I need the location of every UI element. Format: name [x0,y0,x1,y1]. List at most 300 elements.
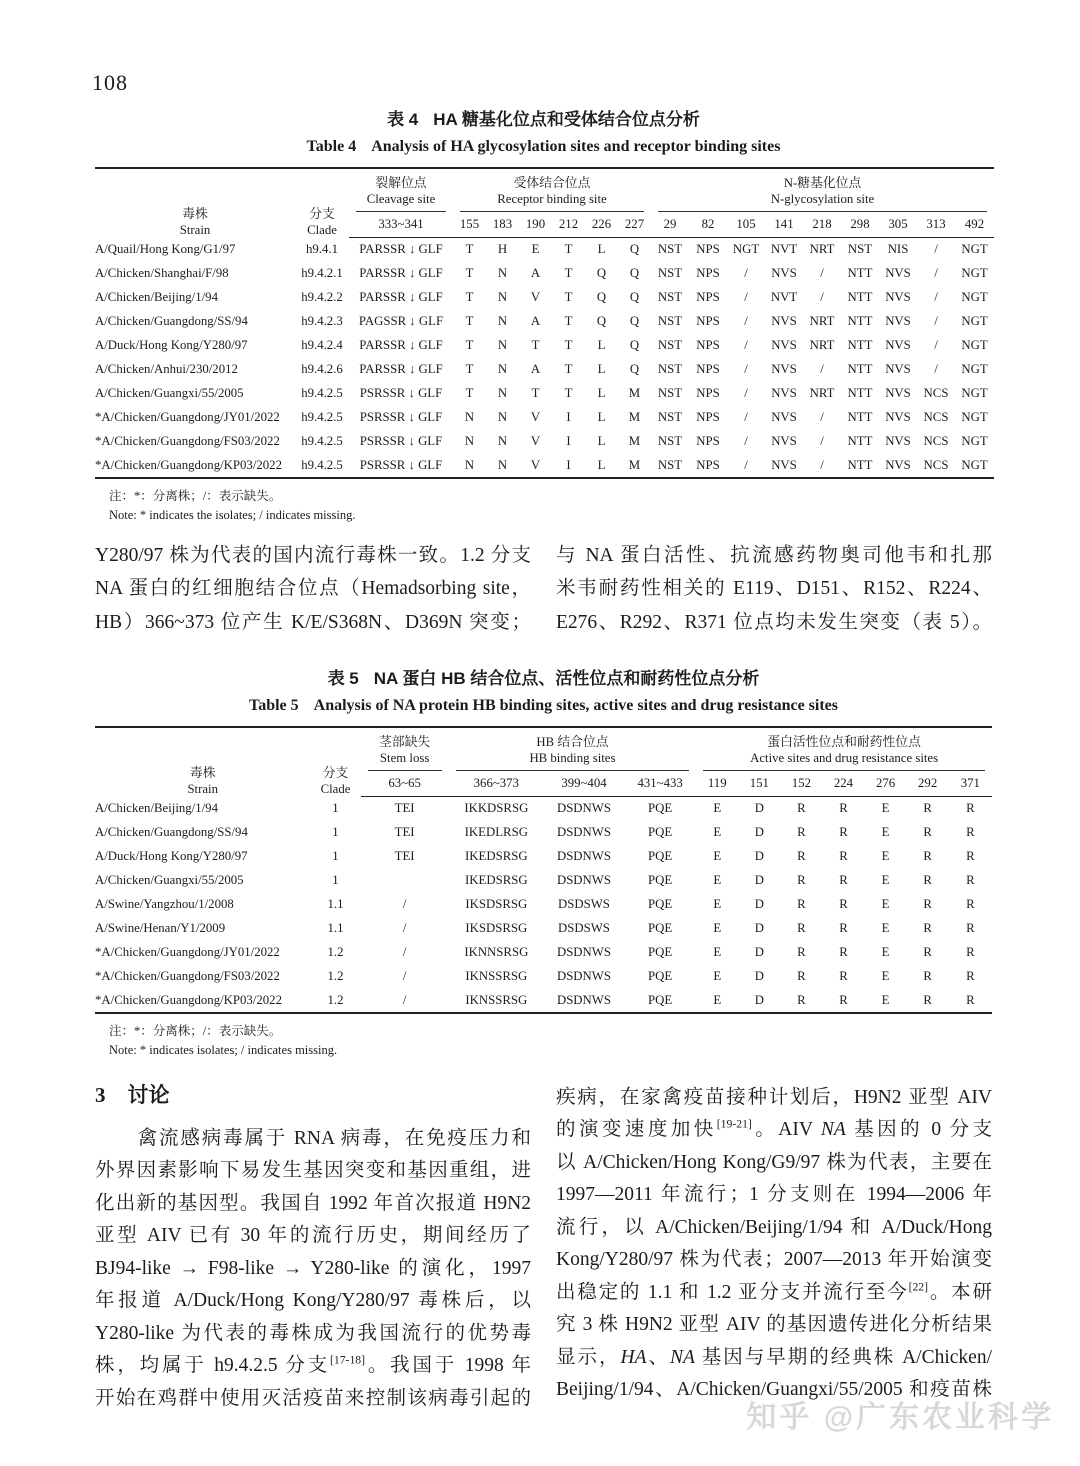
column-group-header: 裂解位点 Cleavage site [349,168,453,212]
value-cell: R [797,849,806,863]
value-cell: / [744,266,748,280]
value-cell: h9.4.2.5 [301,434,343,448]
value-cell: NTT [847,266,873,280]
site-column-header: 190 [519,212,552,238]
value-cell: TEI [394,849,415,863]
value-cell: NST [657,338,683,352]
value-cell: / [744,434,748,448]
note-line-en: Note: * indicates the isolates; / indicates missing. [109,507,356,522]
value-cell: D [754,992,764,1007]
strain-cell: *A/Chicken/Guangdong/JY01/2022 [95,945,280,959]
value-cell: / [820,290,824,304]
value-cell: R [923,945,932,959]
value-cell: / [744,290,748,304]
value-cell: / [402,992,407,1007]
value-cell: V [530,410,541,424]
value-cell: V [530,457,541,472]
value-cell: NGT [961,410,988,424]
value-cell: PQE [648,921,673,935]
strain-cell: A/Chicken/Shanghai/F/98 [95,266,229,280]
value-cell: DSDNWS [556,825,611,839]
site-column-header: 226 [585,212,618,238]
value-cell: 1 [332,849,339,863]
text-line: Kong/Y280/97 株为代表；2007—2013 年开始演变 [556,1249,992,1270]
value-cell: E [881,969,890,983]
value-cell: N [497,266,508,280]
value-cell: NGT [961,457,988,472]
value-cell: NTT [847,314,873,328]
value-cell: 1.1 [327,921,344,935]
value-cell: R [839,873,848,887]
text-line: 年报道 A/Duck/Hong Kong/Y280/97 毒株后，以 [95,1290,531,1311]
text-line: Y280-like 为代表的毒株成为我国流行的优势毒 [95,1322,531,1344]
table-row [95,286,994,310]
value-cell: TEI [394,825,415,839]
value-cell: N [464,434,475,448]
value-cell: PARSSR ↓ GLF [359,266,443,280]
site-column-header: 371 [949,771,992,797]
value-cell: T [465,314,474,328]
value-cell: PSRSSR ↓ GLF [359,457,443,472]
value-cell: NPS [696,362,720,376]
value-cell: IKSDSRSG [465,921,528,935]
mid-text [95,539,992,640]
value-cell: / [934,266,938,280]
value-cell: NST [657,242,683,257]
value-cell: NTT [847,386,873,400]
value-cell: h9.4.2.1 [301,266,343,280]
value-cell: E [531,242,540,257]
value-cell: NST [657,434,683,448]
strain-cell: A/Quail/Hong Kong/G1/97 [95,242,236,256]
value-cell: DSDSWS [558,897,610,911]
value-cell: T [531,386,540,400]
strain-cell: *A/Chicken/Guangdong/KP03/2022 [95,992,282,1007]
site-column-header: 63~65 [361,771,449,797]
value-cell: D [754,969,764,983]
value-cell: R [923,825,932,839]
table5-section [95,669,992,1060]
value-cell: NST [657,362,683,376]
value-cell: NCS [923,457,949,472]
value-cell: T [465,386,474,400]
text-line: NA 蛋白的红细胞结合位点（Hemadsorbing site， [95,578,531,599]
text-line: 究 3 株 H9N2 亚型 AIV 的基因遗传进化分析结果 [556,1314,992,1335]
watermark: 知乎 @广东农业科学 [746,1401,1054,1434]
value-cell: Q [629,338,640,352]
discussion-left-column [95,1082,531,1416]
site-column-header: 119 [696,771,738,797]
value-cell: E [881,897,890,911]
value-cell: NVS [885,314,911,328]
value-cell: / [934,290,938,304]
table-row [95,869,992,893]
value-cell: T [564,242,573,257]
value-cell: / [820,410,824,424]
value-cell: NPS [696,434,720,448]
value-cell: NPS [696,410,720,424]
value-cell: T [564,266,573,280]
text-line: 米韦耐药性相关的 E119、D151、R152、R224、 [556,578,992,599]
value-cell: N [497,338,508,352]
value-cell: IKNSSRSG [465,992,528,1007]
site-column-header: 333~341 [349,212,453,238]
table4-title-en: Table 4 Analysis of HA glycosylation sites and receptor binding sites [306,138,781,155]
value-cell: IKEDSRSG [465,873,528,887]
value-cell: L [597,362,606,376]
text-line: 1997—2011 年流行；1 分支则在 1994—2006 年 [556,1184,992,1205]
value-cell: T [465,362,474,376]
value-cell: I [566,457,571,472]
site-column-header: 141 [765,212,803,238]
value-cell: NVS [885,362,911,376]
site-column-header: 276 [865,771,907,797]
column-group-header: N-糖基化位点 N-glycosylation site [651,168,994,212]
site-column-header: 313 [917,212,955,238]
text-line: 出稳定的 1.1 和 1.2 亚分支并流行至今[22]。本研 [556,1280,992,1303]
value-cell: R [839,825,848,839]
table-row [95,965,992,989]
value-cell: NPS [696,290,720,304]
value-cell: M [628,434,641,448]
column-group-header: 蛋白活性位点和耐药性位点 Active sites and drug resistance sites [696,727,992,771]
text-line: BJ94-like → F98-like → Y280-like 的演化，1997 [95,1257,531,1279]
value-cell: E [881,801,890,816]
value-cell: IKKDSRSG [464,801,529,816]
value-cell: / [934,242,938,257]
value-cell: Q [629,242,640,257]
value-cell: 1.2 [327,969,344,983]
value-cell: NST [657,457,683,472]
site-column-header: 292 [907,771,949,797]
value-cell: DSDNWS [556,873,611,887]
value-cell: T [564,314,573,328]
section-number: 3 [95,1082,106,1107]
value-cell: NRT [809,314,835,328]
value-cell: N [497,290,508,304]
table-row [95,821,992,845]
value-cell: PQE [648,825,673,839]
value-cell: h9.4.2.3 [301,314,343,328]
value-cell: NVS [885,386,911,400]
text-line: 外界因素影响下易发生基因突变和基因重组，进 [95,1160,531,1181]
value-cell: R [839,849,848,863]
note-line-zh: 注：*：分离株；/：表示缺失。 [109,488,282,503]
section-title: 讨论 [127,1083,170,1107]
value-cell: NRT [809,338,835,352]
section-heading [95,1082,531,1109]
discussion-left-text [95,1123,531,1416]
value-cell: IKNSSRSG [465,969,528,983]
value-cell: NVS [885,338,911,352]
note-line-zh: 注：*：分离株；/：表示缺失。 [109,1023,282,1038]
value-cell: NGT [961,242,988,257]
value-cell: R [797,945,806,959]
value-cell: Q [629,290,640,304]
value-cell: D [754,921,764,935]
value-cell: M [628,410,641,424]
value-cell: E [881,921,890,935]
value-cell: R [966,992,975,1007]
value-cell: D [754,897,764,911]
value-cell: R [839,945,848,959]
value-cell: PARSSR ↓ GLF [359,242,443,257]
value-cell: T [564,290,573,304]
site-column-header: 152 [780,771,822,797]
value-cell: R [966,873,975,887]
value-cell: / [402,897,407,911]
value-cell: h9.4.2.5 [301,386,343,400]
value-cell: NVS [885,290,911,304]
value-cell: R [839,897,848,911]
value-cell: T [564,362,573,376]
column-group-header: 茎部缺失 Stem loss [361,727,449,771]
value-cell: / [820,266,824,280]
text-line: 亚型 AIV 已有 30 年的流行历史，期间经历了 [95,1225,531,1246]
value-cell: Q [596,290,607,304]
value-cell: L [597,434,606,448]
value-cell: L [597,338,606,352]
value-cell: h9.4.2.6 [301,362,343,376]
table-row [95,358,994,382]
table-row [95,917,992,941]
value-cell: DSDNWS [556,945,611,959]
value-cell: M [628,386,641,400]
note-line-en: Note: * indicates isolates; / indicates missing. [109,1042,338,1057]
value-cell: Q [596,314,607,328]
table-row [95,454,994,478]
value-cell: NPS [696,386,720,400]
value-cell: / [744,314,748,328]
strain-cell: A/Duck/Hong Kong/Y280/97 [95,849,248,863]
value-cell: NGT [961,266,988,280]
value-cell: NST [657,410,683,424]
value-cell: T [465,266,474,280]
value-cell: / [934,362,938,376]
value-cell: / [744,457,748,472]
table-row [95,262,994,286]
text-line: 与 NA 蛋白活性、抗流感药物奥司他韦和扎那 [556,544,992,566]
value-cell: NTT [847,410,873,424]
value-cell: PQE [648,969,673,983]
strain-cell: A/Chicken/Beijing/1/94 [95,290,218,304]
value-cell: / [934,338,938,352]
value-cell: NCS [923,410,949,424]
value-cell: NTT [847,457,873,472]
table4 [95,167,994,479]
table5 [95,726,992,1014]
value-cell: N [497,362,508,376]
value-cell: / [402,969,407,983]
site-column-header: 151 [738,771,780,797]
value-cell: R [923,873,932,887]
value-cell: PAGSSR ↓ GLF [358,314,444,328]
value-cell: NGT [961,434,988,448]
value-cell: TEI [394,801,415,816]
value-cell: 1.1 [327,897,344,911]
value-cell: PSRSSR ↓ GLF [359,434,443,448]
value-cell: NST [847,242,873,257]
value-cell: R [923,897,932,911]
value-cell: NVS [771,266,797,280]
value-cell: D [754,849,764,863]
value-cell: IKEDSRSG [465,849,528,863]
value-cell: h9.4.2.2 [301,290,343,304]
value-cell: L [597,457,606,472]
value-cell: IKSDSRSG [465,897,528,911]
value-cell: R [966,921,975,935]
value-cell: / [744,386,748,400]
text-line: E276、R292、R371 位点均未发生突变（表 5）。 [556,611,992,633]
value-cell: V [530,290,541,304]
value-cell: NST [657,386,683,400]
value-cell: PQE [648,992,673,1007]
strain-cell: A/Swine/Henan/Y1/2009 [95,921,226,935]
text-line: 的演变速度加快[19-21]。AIV NA 基因的 0 分支 [556,1117,992,1140]
table-row [95,941,992,965]
site-column-header: 218 [803,212,841,238]
value-cell: NPS [696,242,720,257]
value-cell: NRT [809,386,835,400]
value-cell: R [966,969,975,983]
value-cell: NPS [696,314,720,328]
value-cell: NTT [847,338,873,352]
value-cell: E [713,801,722,816]
value-cell: Q [629,362,640,376]
value-cell: NVS [885,434,911,448]
column-group-header: 受体结合位点 Receptor binding site [453,168,651,212]
value-cell: / [934,314,938,328]
value-cell: N [497,457,508,472]
value-cell: NGT [961,362,988,376]
value-cell: NPS [696,338,720,352]
discussion-right-column [556,1082,992,1416]
value-cell: A [530,314,541,328]
table-row [95,989,992,1013]
text-line: 以 A/Chicken/Hong Kong/G9/97 株为代表，主要在 [556,1151,992,1173]
value-cell: R [797,897,806,911]
value-cell: 1.2 [327,945,344,959]
col-header-clade: 分支 Clade [320,765,351,796]
value-cell: NVT [770,290,798,304]
value-cell: T [531,338,540,352]
table-row [95,845,992,869]
value-cell: / [744,338,748,352]
value-cell: R [797,873,806,887]
site-column-header: 366~373 [449,771,544,797]
text-line: 禽流感病毒属于 RNA 病毒，在免疫压力和 [95,1127,531,1149]
text-line: 化出新的基因型。我国自 1992 年首次报道 H9N2 [95,1192,531,1214]
value-cell: NVS [771,434,797,448]
value-cell: DSDNWS [556,992,611,1007]
value-cell: R [797,992,806,1007]
value-cell: NVS [771,386,797,400]
value-cell: N [497,314,508,328]
value-cell: IKEDLRSG [464,825,528,839]
text-line: Y280/97 株为代表的国内流行毒株一致。1.2 分支 [95,544,531,566]
value-cell: h9.4.1 [306,242,338,256]
value-cell: NCS [923,386,949,400]
value-cell: h9.4.2.4 [301,338,343,352]
value-cell: L [597,386,606,400]
value-cell: E [881,849,890,863]
value-cell: R [923,801,932,816]
value-cell: R [966,849,975,863]
value-cell: T [465,242,474,257]
value-cell: E [713,945,722,959]
value-cell: PSRSSR ↓ GLF [359,386,443,400]
strain-cell: *A/Chicken/Guangdong/FS03/2022 [95,969,280,983]
value-cell: R [839,969,848,983]
value-cell: 1 [332,873,339,887]
value-cell: NCS [923,434,949,448]
value-cell: I [566,410,571,424]
value-cell: T [564,338,573,352]
value-cell: NGT [961,338,988,352]
site-column-header: 305 [879,212,917,238]
value-cell: NVS [771,338,797,352]
site-column-header: 183 [486,212,519,238]
col-header-strain: 毒株 Strain [187,765,219,796]
value-cell: R [966,801,975,816]
col-header-clade: 分支 Clade [307,206,337,237]
site-column-header: 29 [651,212,689,238]
value-cell: E [713,969,722,983]
text-line: 株，均属于 h9.4.2.5 分支[17-18]。我国于 1998 年 [95,1353,531,1376]
strain-cell: *A/Chicken/Guangdong/FS03/2022 [95,434,280,448]
value-cell: NVS [771,362,797,376]
value-cell: R [839,801,848,816]
value-cell: D [754,801,764,816]
value-cell: NVS [771,314,797,328]
value-cell: T [465,338,474,352]
value-cell [361,869,449,893]
value-cell: IKNNSRSG [464,945,529,959]
site-column-header: 105 [727,212,765,238]
table-row [95,797,992,821]
site-column-header: 227 [618,212,651,238]
table5-note [109,1022,992,1060]
column-group-header: HB 结合位点 HB binding sites [449,727,696,771]
value-cell: NVS [885,410,911,424]
value-cell: E [713,873,722,887]
value-cell: T [564,386,573,400]
value-cell: R [923,849,932,863]
value-cell: PQE [648,849,673,863]
value-cell: 1 [332,825,339,839]
value-cell: R [923,992,932,1007]
value-cell: / [820,434,824,448]
value-cell: D [754,873,764,887]
value-cell: E [881,825,890,839]
value-cell: PARSSR ↓ GLF [359,338,443,352]
site-column-header: 431~433 [624,771,696,797]
value-cell: R [966,897,975,911]
value-cell: A [530,266,541,280]
text-line: 开始在鸡群中使用灭活疫苗来控制该病毒引起的 [95,1387,531,1409]
value-cell: R [839,992,848,1007]
table-row [95,334,994,358]
site-column-header: 399~404 [544,771,624,797]
value-cell: NVS [771,410,797,424]
value-cell: NST [657,290,683,304]
table5-title-zh: 表 5 NA 蛋白 HB 结合位点、活性位点和耐药性位点分析 [327,669,760,688]
value-cell: E [713,897,722,911]
value-cell: PSRSSR ↓ GLF [359,410,443,424]
site-column-header: 155 [453,212,486,238]
value-cell: Q [629,314,640,328]
strain-cell: A/Chicken/Guangdong/SS/94 [95,314,248,328]
